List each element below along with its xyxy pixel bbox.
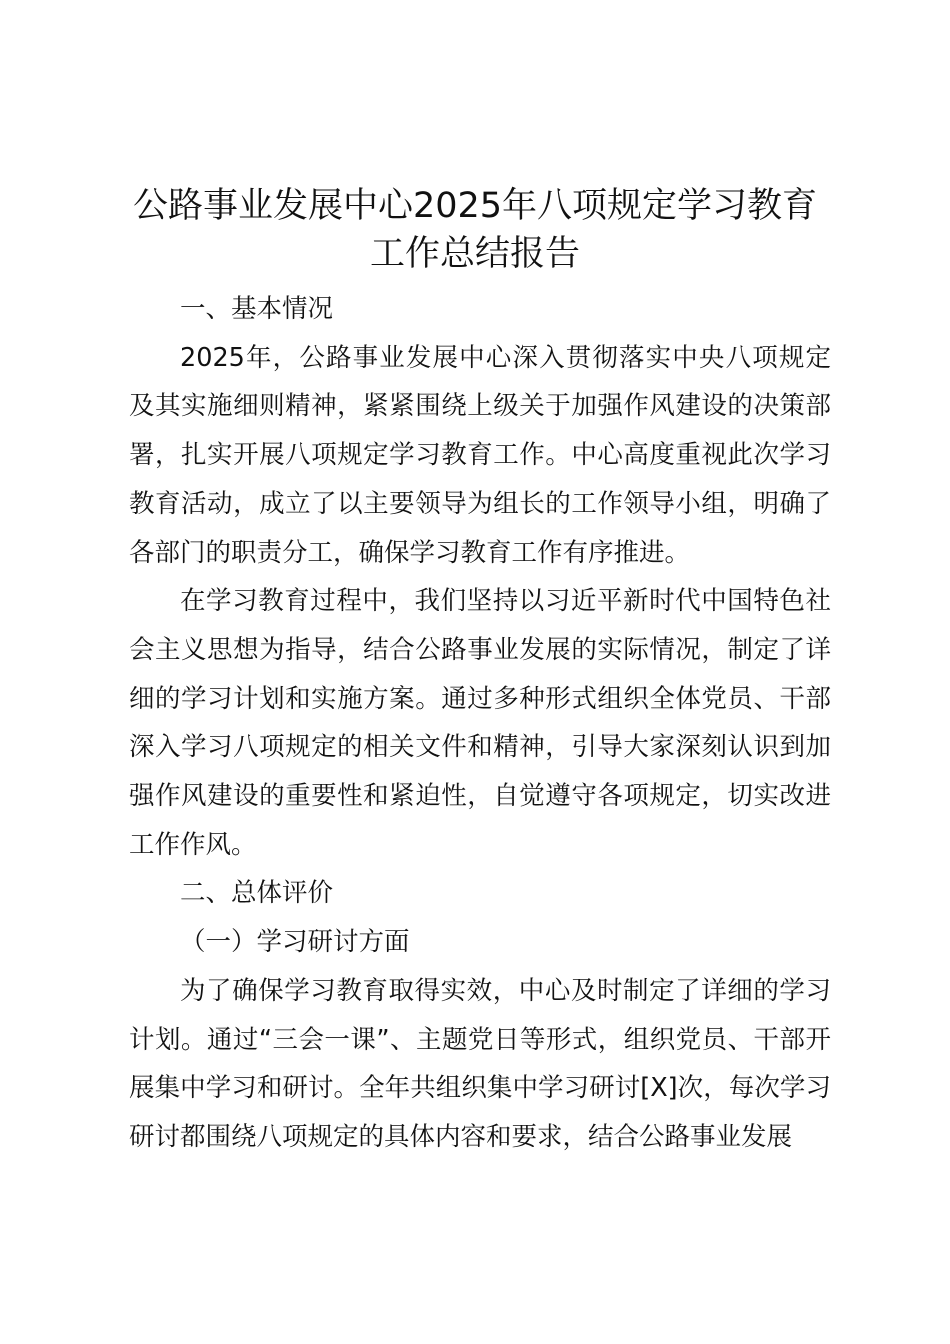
- section-heading: 一、基本情况: [180, 294, 334, 324]
- paragraph: 2025年，公路事业发展中心深入贯彻落实中央八项规定及其实施细则精神，紧紧围绕上级关于加强作风建设的决策部署，扎实开展八项规定学习教育工作。中心高度重视此次学习教育活动，成立了以主要领导为组长的工作领导小组，明确了各部门的职责分工，确保学习教育工作有序推进。: [129, 342, 831, 568]
- section-heading: 二、总体评价: [180, 878, 334, 909]
- document-title: 公路事业发展中心2025年八项规定学习教育工作总结报告: [132, 186, 818, 274]
- subsection-heading: （一）学习研讨方面: [180, 927, 410, 958]
- paragraph: 为了确保学习教育取得实效，中心及时制定了详细的学习计划。通过“三会一课”、主题党日等形式，组织党员、干部开展集中学习和研讨。全年共组织集中学习研讨[X]次，每次学习研讨都围绕八项规定的具体内容和要求，结合公路事业发展: [129, 975, 831, 1152]
- paragraph: 在学习教育过程中，我们坚持以习近平新时代中国特色社会主义思想为指导，结合公路事业发展的实际情况，制定了详细的学习计划和实施方案。通过多种形式组织全体党员、干部深入学习八项规定的相关文件和精神，引导大家深刻认识到加强作风建设的重要性和紧迫性，自觉遵守各项规定，切实改进工作作风。: [129, 586, 831, 860]
- document-body: [129, 285, 831, 1162]
